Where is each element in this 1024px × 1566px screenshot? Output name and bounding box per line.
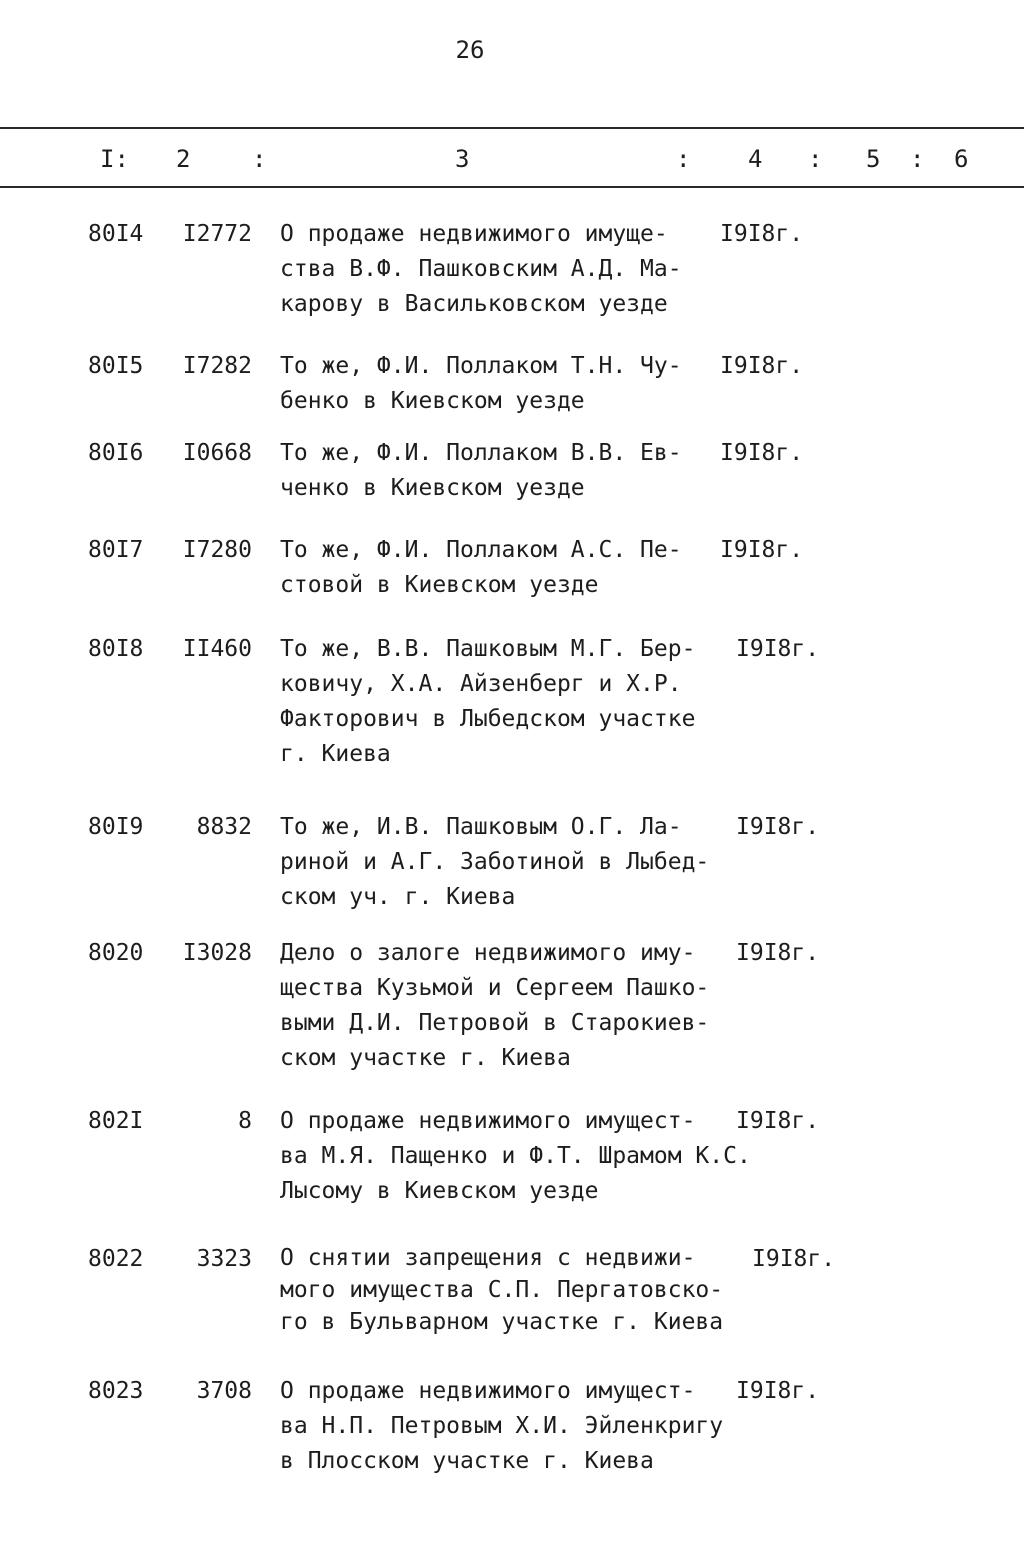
record-number: 8023 — [88, 1378, 144, 1404]
description-line: стовой в Киевском уезде — [280, 572, 599, 598]
description-line: То же, И.В. Пашковым О.Г. Ла- — [280, 814, 682, 840]
column-header-5: 5 — [866, 145, 881, 173]
case-number: 8 — [238, 1108, 252, 1134]
page-number: 26 — [455, 36, 485, 64]
description-line: О продаже недвижимого имущест- — [280, 1378, 696, 1404]
description-line: Лысому в Киевском уезде — [280, 1178, 599, 1204]
column-header-2: 2 — [176, 145, 191, 173]
description-line: ва М.Я. Пащенко и Ф.Т. Шрамом К.С. — [280, 1143, 751, 1169]
column-header-1: I: — [100, 145, 129, 173]
column-header-3: 3 — [455, 145, 470, 173]
record-description — [280, 1104, 751, 1209]
record-number: 80I8 — [88, 636, 144, 662]
description-line: риной и А.Г. Заботиной в Лыбед- — [280, 849, 710, 875]
record-year: I9I8г. — [736, 814, 820, 840]
description-line: То же, Ф.И. Поллаком В.В. Ев- — [280, 440, 682, 466]
record-description — [280, 810, 720, 915]
description-line: в Плосском участке г. Киева — [280, 1448, 654, 1474]
column-separator: : — [808, 145, 823, 173]
record-year: I9I8г. — [736, 1108, 820, 1134]
description-line: Дело о залоге недвижимого иму- — [280, 940, 696, 966]
record-description — [280, 436, 720, 506]
case-number: II460 — [182, 636, 252, 662]
description-line: О снятии запрещения с недвижи- — [280, 1245, 696, 1271]
column-separator: : — [252, 145, 267, 173]
record-year: I9I8г. — [720, 353, 804, 379]
record-year: I9I8г. — [736, 940, 820, 966]
description-line: го в Бульварном участке г. Киева — [280, 1309, 724, 1335]
record-year: I9I8г. — [720, 440, 804, 466]
table-header-rule — [0, 186, 1024, 188]
case-number: I3028 — [182, 940, 252, 966]
record-year: I9I8г. — [752, 1246, 836, 1272]
description-line: щества Кузьмой и Сергеем Пашко- — [280, 975, 710, 1001]
description-line: О продаже недвижимого имущест- — [280, 1108, 696, 1134]
description-line: Факторович в Лыбедском участке — [280, 706, 696, 732]
description-line: ва Н.П. Петровым Х.И. Эйленкригу — [280, 1413, 724, 1439]
record-number: 80I6 — [88, 440, 144, 466]
record-number: 80I9 — [88, 814, 144, 840]
record-number: 80I4 — [88, 221, 144, 247]
case-number: I0668 — [182, 440, 252, 466]
record-year: I9I8г. — [736, 636, 820, 662]
record-description — [280, 1242, 724, 1338]
description-line: То же, Ф.И. Поллаком А.С. Пе- — [280, 537, 682, 563]
description-line: О продаже недвижимого имуще- — [280, 221, 668, 247]
description-line: ства В.Ф. Пашковским А.Д. Ма- — [280, 256, 682, 282]
column-header-4: 4 — [748, 145, 763, 173]
case-number: 3323 — [196, 1246, 252, 1272]
table-top-rule — [0, 127, 1024, 129]
record-number: 8020 — [88, 940, 144, 966]
record-number: 80I5 — [88, 353, 144, 379]
record-description — [280, 632, 720, 772]
column-header-row — [0, 145, 1024, 177]
column-separator: : — [676, 145, 691, 173]
description-line: ском участке г. Киева — [280, 1045, 571, 1071]
description-line: ском уч. г. Киева — [280, 884, 516, 910]
case-number: I7282 — [182, 353, 252, 379]
description-line: выми Д.И. Петровой в Старокиев- — [280, 1010, 710, 1036]
record-year: I9I8г. — [736, 1378, 820, 1404]
record-description — [280, 1374, 724, 1479]
description-line: карову в Васильковском уезде — [280, 291, 668, 317]
description-line: ковичу, Х.А. Айзенберг и Х.Р. — [280, 671, 682, 697]
description-line: То же, В.В. Пашковым М.Г. Бер- — [280, 636, 696, 662]
description-line: г. Киева — [280, 741, 391, 767]
record-number: 8022 — [88, 1246, 144, 1272]
description-line: ченко в Киевском уезде — [280, 475, 585, 501]
record-description — [280, 936, 720, 1076]
record-number: 802I — [88, 1108, 144, 1134]
description-line: бенко в Киевском уезде — [280, 388, 585, 414]
case-number: 8832 — [196, 814, 252, 840]
column-separator: : — [910, 145, 925, 173]
record-year: I9I8г. — [720, 221, 804, 247]
description-line: То же, Ф.И. Поллаком Т.Н. Чу- — [280, 353, 682, 379]
record-description — [280, 533, 720, 603]
record-description — [280, 349, 720, 419]
record-number: 80I7 — [88, 537, 144, 563]
case-number: 3708 — [196, 1378, 252, 1404]
case-number: I2772 — [182, 221, 252, 247]
case-number: I7280 — [182, 537, 252, 563]
record-year: I9I8г. — [720, 537, 804, 563]
record-description — [280, 217, 720, 322]
column-header-6: 6 — [954, 145, 969, 173]
description-line: мого имущества С.П. Пергатовско- — [280, 1277, 724, 1303]
